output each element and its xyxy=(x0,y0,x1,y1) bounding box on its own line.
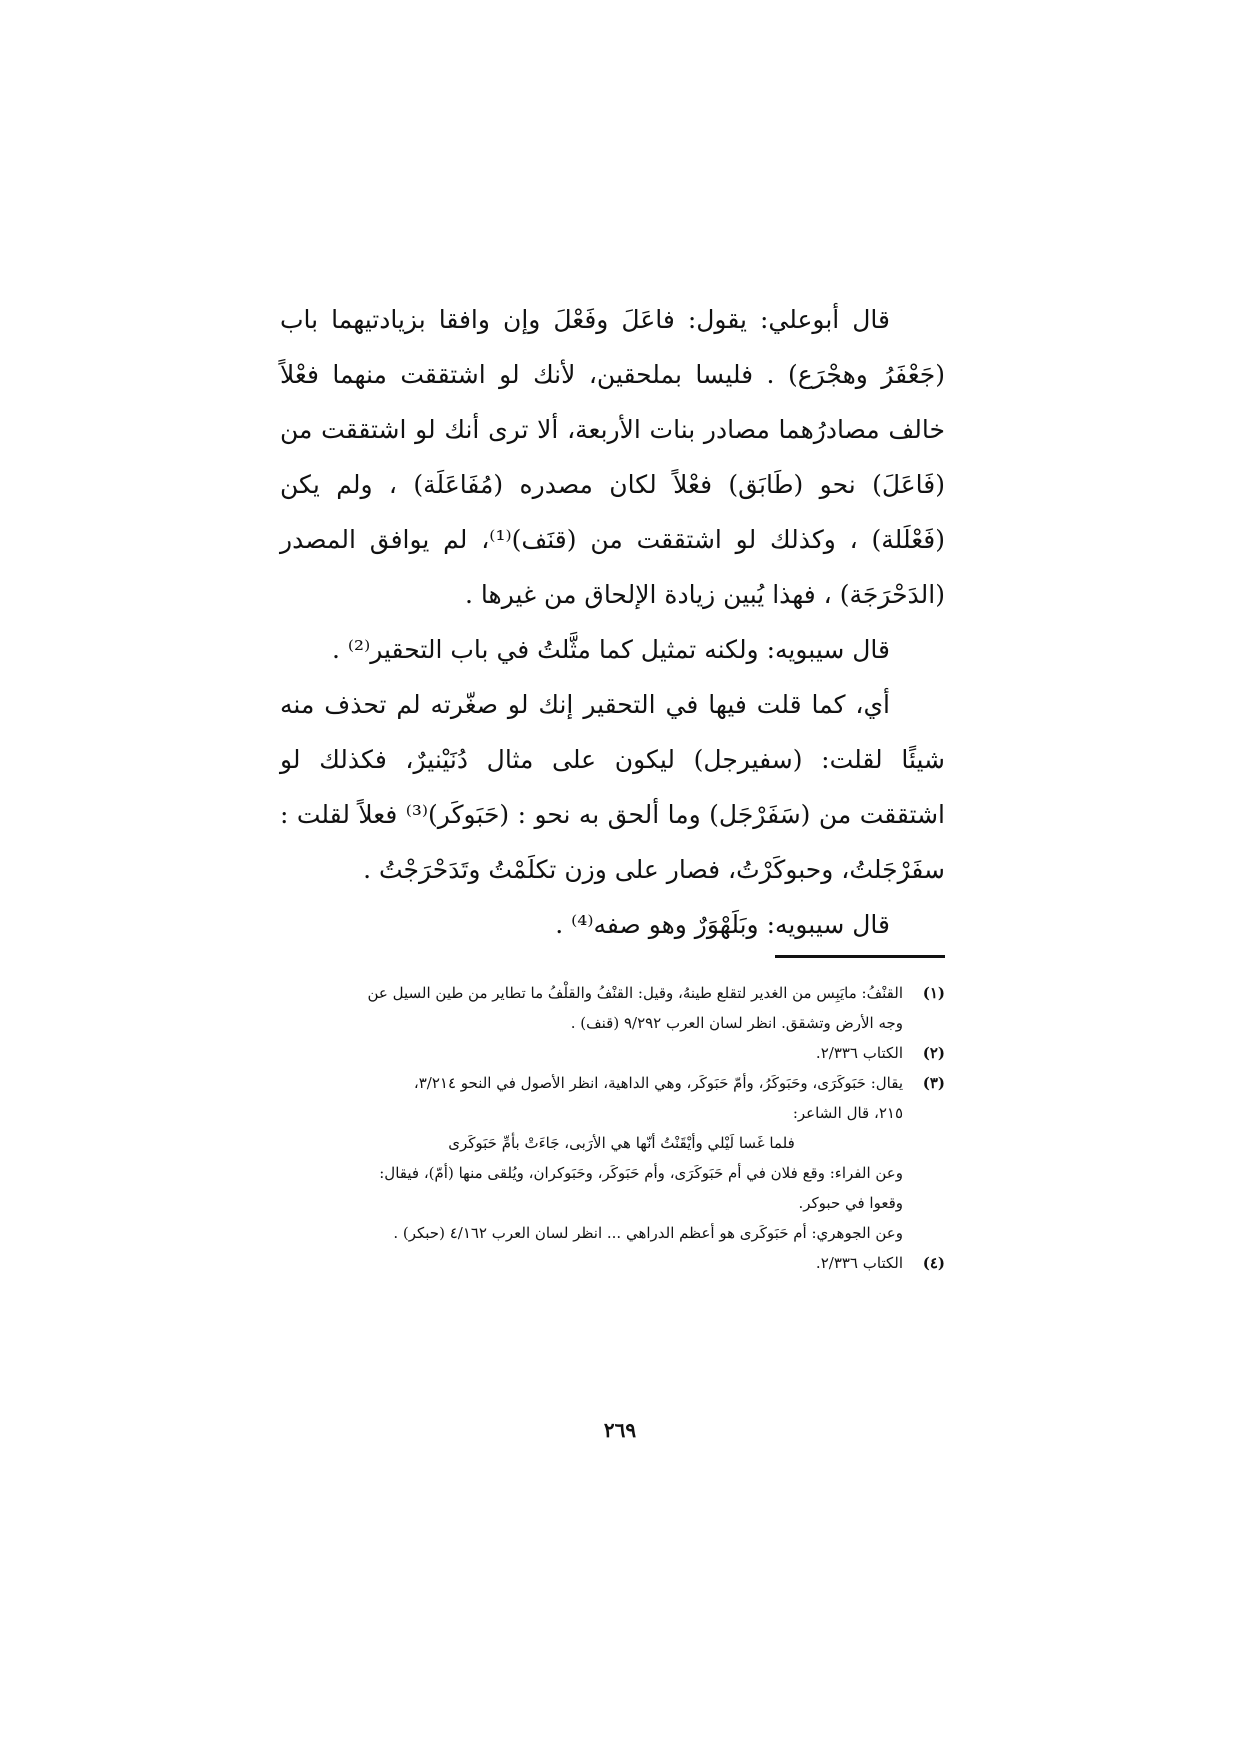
footnote-line: وعن الجوهري: أم حَبَوكَرى هو أعظم الدراهي ... انظر لسان العرب ٤/١٦٢ (حبكر) . xyxy=(393,1224,903,1242)
footnote-body xyxy=(280,1248,903,1278)
paragraph-explanation: أي، كما قلت فيها في التحقير إنك لو صغّرته لم تحذف منه شيئًا لقلت: (سفيرجل) ليكون على مثال دُنَيْنيرٌ، فكذلك لو اشتققت من (سَفَرْجَل) وما ألحق به نحو : (حَبَوكَر)⁽³⁾ فعلاً لقلت : سفَرْجَلتُ، وحبوكَرْتُ، فصار على وزن تكلَمْتُ وتَدَحْرَجْتُ . xyxy=(280,690,945,884)
footnote-line: وجه الأرض وتشقق. انظر لسان العرب ٩/٢٩٢ (قنف) . xyxy=(570,1014,903,1032)
paragraph-sibawayh-balahwar: قال سيبويه: وبَلَهْوَرٌ وهو صفه⁽⁴⁾ . xyxy=(555,910,890,939)
footnote-number: (٢) xyxy=(922,1044,945,1062)
footnotes-section xyxy=(280,978,945,1278)
paragraph-abu-ali: قال أبوعلي: يقول: فاعَلَ وفَعْلَ وإن وافقا بزيادتيهما باب (جَعْفَرُ وهجْرَع) . فليسا بملحقين، لأنك لو اشتققت منهما فعْلاً خالف مصادرُهما مصادر بنات الأربعة، ألا ترى أنك لو اشتققت من (فَاعَلَ) نحو (طَابَق) فعْلاً لكان مصدره (مُفَاعَلَة) ، ولم يكن (فَعْلَلة) ، وكذلك لو اشتققت من (قنَف)⁽¹⁾، لم يوافق المصدر (الدَحْرَجَة) ، فهذا يُبين زيادة الإلحاق من غيرها . xyxy=(280,305,945,609)
footnote-number: (٤) xyxy=(922,1254,945,1272)
footnote-line: وقعوا في حبوكر. xyxy=(798,1194,903,1212)
footnote-line: يقال: حَبَوكَرَى، وحَبَوكَرُ، وأمّ حَبَوكَر، وهي الداهية، انظر الأصول في النحو ٣/٢١٤، xyxy=(413,1074,903,1092)
footnote-3 xyxy=(280,1068,945,1158)
footnote-1 xyxy=(280,978,945,1038)
footnote-line: القنْفُ: مايَبِس من الغدير لتقلع طينهُ، وقيل: القنْفُ والقلْفُ ما تطاير من طين السيل عن xyxy=(367,984,903,1002)
footnote-line: الكتاب ٢/٣٣٦. xyxy=(815,1044,903,1062)
poetry-verse: فلما غَسا لَيْلي وأيْقَنْتُ أنّها هي الأرَبى، جَاءَتْ بأمِّ حَبَوكَرى xyxy=(448,1134,795,1152)
footnote-separator xyxy=(775,955,945,958)
footnote-body xyxy=(280,1038,903,1068)
footnote-body xyxy=(280,978,903,1038)
footnote-line: ٢١٥، قال الشاعر: xyxy=(792,1104,903,1122)
footnote-number: (١) xyxy=(922,984,945,1002)
footnote-body xyxy=(280,1068,903,1158)
footnote-number: (٣) xyxy=(922,1074,945,1092)
page-number: ٢٦٩ xyxy=(603,1418,637,1442)
paragraph-sibawayh-tamthil: قال سيبويه: ولكنه تمثيل كما مثَّلتُ في باب التحقير⁽²⁾ . xyxy=(332,635,890,664)
footnote-line: وعن الفراء: وقع فلان في أم حَبَوكَرَى، وأم حَبَوكَر، وحَبَوكران، ويُلقى منها (أمّ)، فيقال: xyxy=(379,1164,903,1182)
footnote-4 xyxy=(280,1248,945,1278)
footnote-line: الكتاب ٢/٣٣٦. xyxy=(815,1254,903,1272)
main-text-body xyxy=(280,292,945,952)
footnote-2 xyxy=(280,1038,945,1068)
